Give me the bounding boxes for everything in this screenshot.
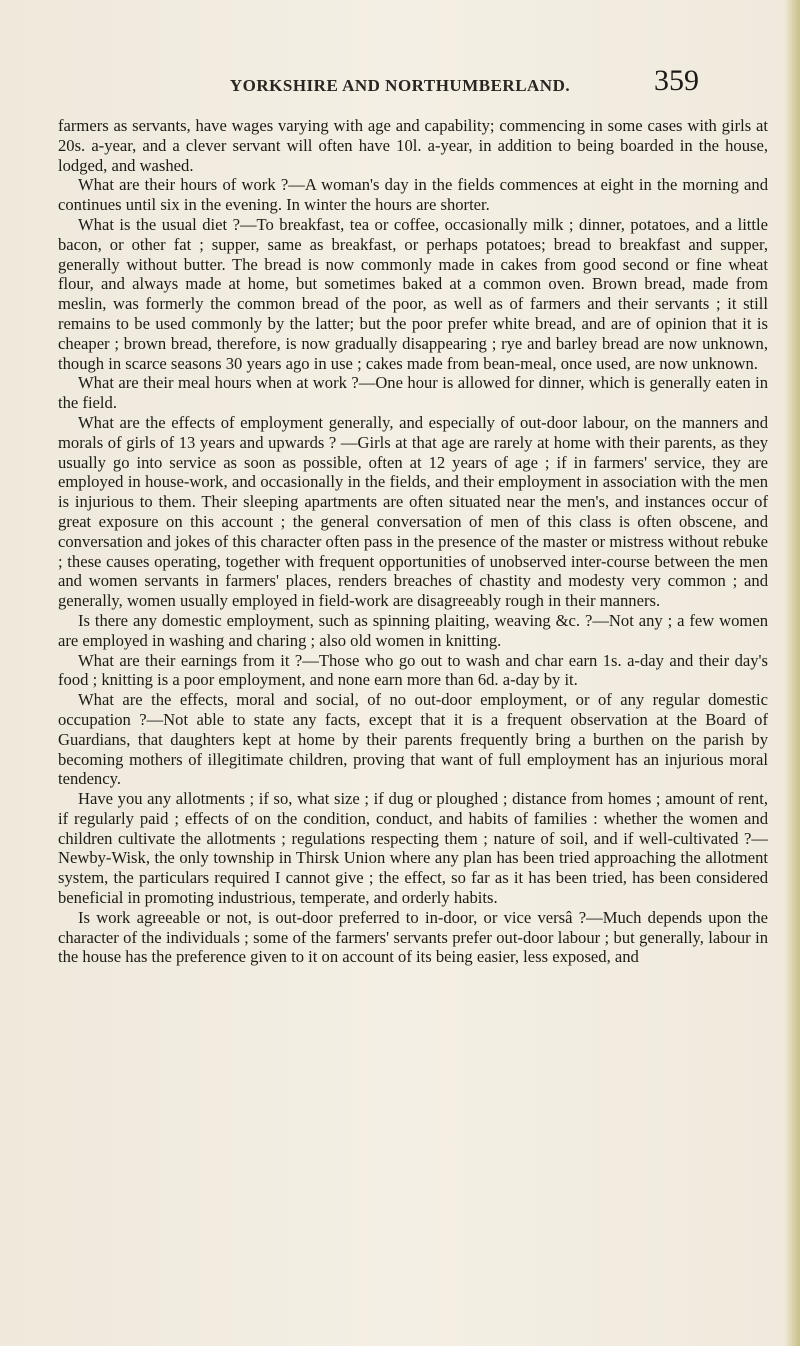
- paragraph: What are their hours of work ?—A woman's day in the fields commences at eight in the morning and continues until six in the evening. In winter the hours are shorter.: [58, 175, 768, 215]
- page-number: 359: [654, 64, 699, 97]
- body-text: [58, 116, 768, 967]
- paragraph: What are their earnings from it ?—Those who go out to wash and char earn 1s. a-day and their day's food ; knitting is a poor employment, and none earn more than 6d. a-day by it.: [58, 650, 768, 690]
- paragraph: Have you any allotments ; if so, what size ; if dug or ploughed ; distance from homes ; amount of rent, if regularly paid ; effects of on the condition, conduct, and habits of families : whether the women and children cultivate the allotments ; regulations respecting them ; nature of soil, and if well-cultivated ?—Newby-Wisk, the only township in Thirsk Union where any plan has been tried approaching the allotment system, the particulars required I cannot give ; the effect, so far as it has been tried, has been considered beneficial in promoting industrious, temperate, and orderly habits.: [58, 789, 768, 908]
- page-edge-shadow: [784, 0, 800, 1346]
- paragraph: What is the usual diet ?—To breakfast, tea or coffee, occasionally milk ; dinner, potatoes, and a little bacon, or other fat ; supper, same as breakfast, or perhaps potatoes; bread to breakfast and supper, generally without butter. The bread is now commonly made in cakes from good second or fine wheat flour, and always made at home, but sometimes baked at a common oven. Brown bread, made from meslin, was formerly the common bread of the poor, as well as of farmers and their servants ; it still remains to be used commonly by the latter; but the poor prefer white bread, and are of opinion that it is cheaper ; brown bread, therefore, is now gradually disappearing ; rye and barley bread are now unknown, though in scarce seasons 30 years ago in use ; cakes made from bean-meal, once used, are now unknown.: [58, 214, 768, 373]
- paragraph: Is work agreeable or not, is out-door preferred to in-door, or vice versâ ?—Much depends upon the character of the individuals ; some of the farmers' servants prefer out-door labour ; but generally, labour in the house has the preference given to it on account of its being easier, less exposed, and: [58, 907, 768, 967]
- paragraph: Is there any domestic employment, such as spinning plaiting, weaving &c. ?—Not any ; a few women are employed in washing and charing ; also old women in knitting.: [58, 610, 768, 650]
- paragraph: farmers as servants, have wages varying with age and capability; commencing in some cases with girls at 20s. a-year, and a clever servant will often have 10l. a-year, in addition to being boarded in the house, lodged, and washed.: [58, 116, 768, 175]
- paragraph: What are the effects, moral and social, of no out-door employment, or of any regular domestic occupation ?—Not able to state any facts, except that it is a frequent observation at the Board of Guardians, that daughters kept at home by their parents frequently bring a burthen on the parish by becoming mothers of illegitimate children, proving that want of full employment has an injurious moral tendency.: [58, 690, 768, 789]
- paragraph: What are the effects of employment generally, and especially of out-door labour, on the manners and morals of girls of 13 years and upwards ? —Girls at that age are rarely at home with their parents, as they usually go into service as soon as possible, often at 12 years of age ; if in farmers' service, they are employed in house-work, and occasionally in the fields, and their employment in association with the men is injurious to them. Their sleeping apartments are often situated near the men's, and instances occur of great exposure on this account ; the general conversation of men of this class is often obscene, and conversation and jokes of this character often pass in the presence of the master or mistress without rebuke ; these causes operating, together with frequent opportunities of unobserved inter-course between the men and women servants in farmers' places, renders breaches of chastity and modesty very common ; and generally, women usually employed in field-work are disagreeably rough in their manners.: [58, 412, 768, 611]
- paragraph: What are their meal hours when at work ?—One hour is allowed for dinner, which is generally eaten in the field.: [58, 373, 768, 413]
- running-head: YORKSHIRE AND NORTHUMBERLAND.: [229, 76, 571, 95]
